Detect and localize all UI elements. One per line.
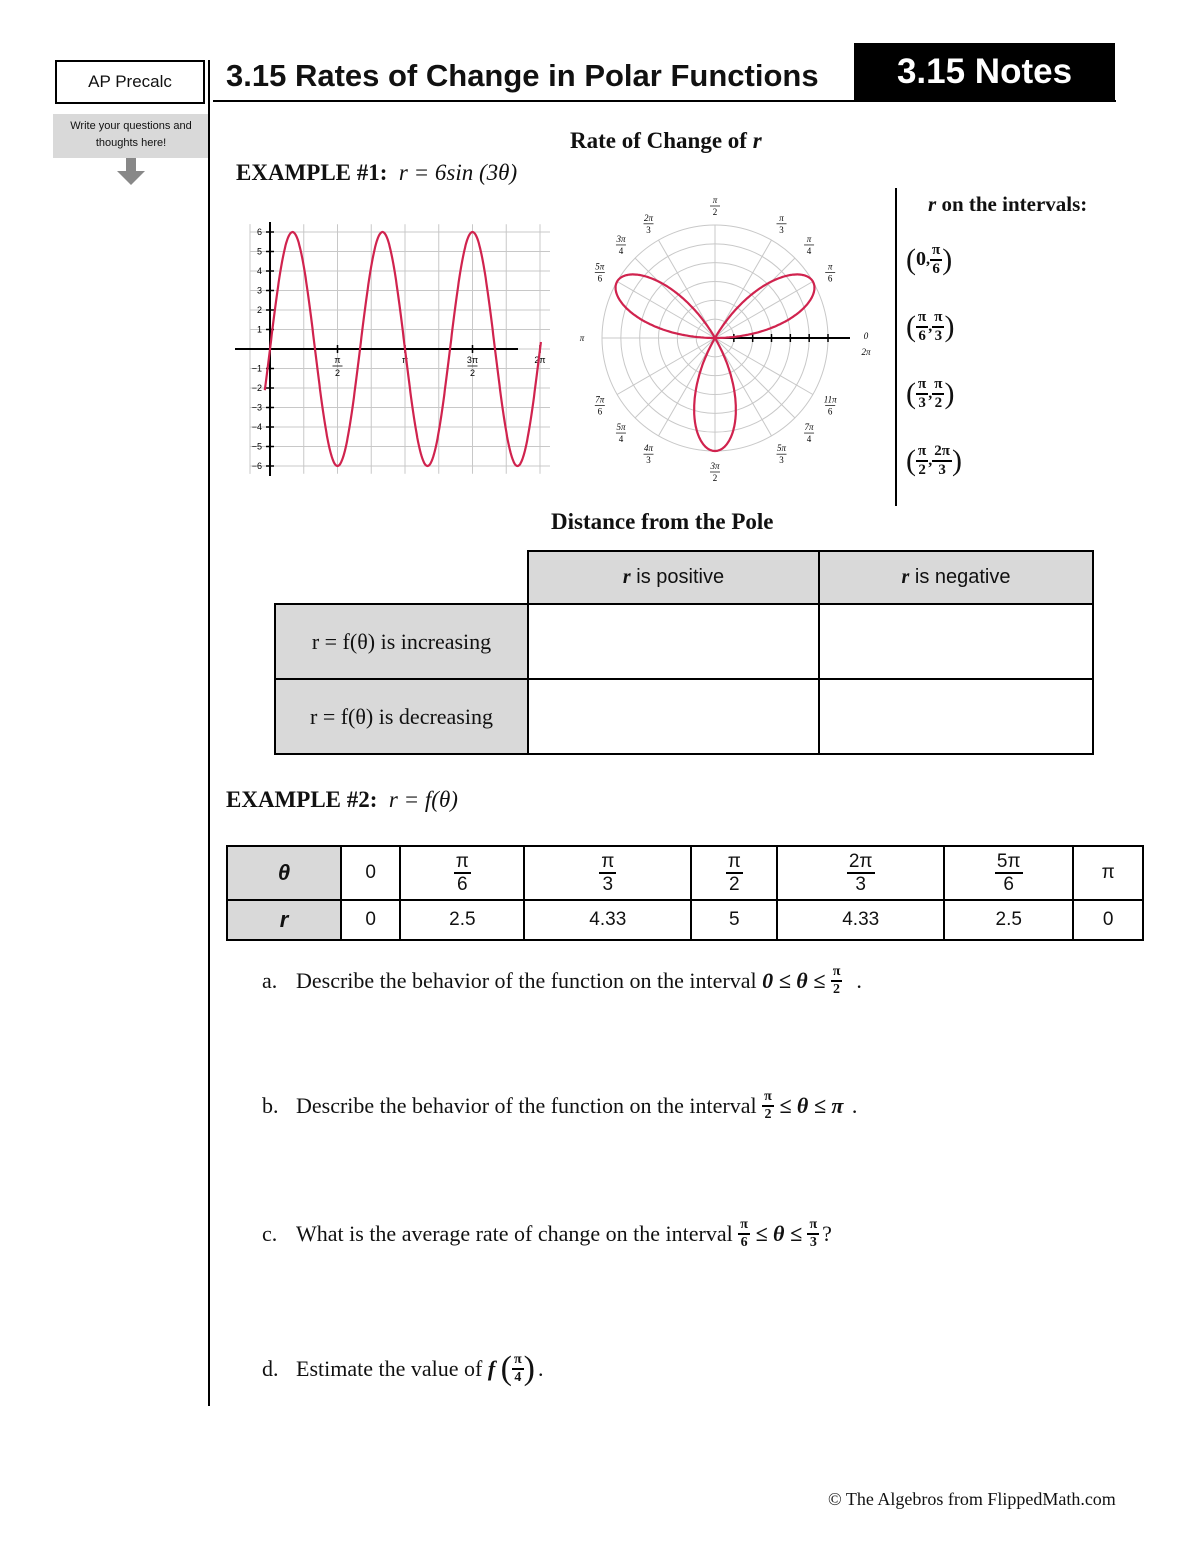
comma: , (928, 384, 933, 402)
question-end: ? (822, 1221, 832, 1246)
y-tick-label: 6 (256, 227, 262, 237)
cell-positive-increasing[interactable] (528, 604, 819, 679)
question-math: 0 ≤ θ ≤ (762, 968, 831, 993)
fraction-denominator: 2 (934, 394, 943, 411)
fraction-numerator: π (916, 377, 928, 395)
question-math: ≤ θ ≤ (749, 1221, 808, 1246)
r-value: 2.5 (944, 900, 1073, 940)
interval-list (906, 226, 1106, 494)
course-label: AP Precalc (55, 60, 205, 104)
fraction-denominator: 2 (728, 874, 740, 895)
polar-ray (635, 258, 715, 338)
x-tick-denominator: 2 (334, 368, 341, 378)
theta-value (944, 846, 1073, 900)
open-paren: ( (906, 242, 916, 276)
r-value: 2.5 (400, 900, 524, 940)
example1-heading: EXAMPLE #1: r = 6sin (3θ) (236, 160, 518, 185)
question-text: Describe the behavior of the function on the interval (296, 1093, 763, 1118)
polar-angle-label: 3π (616, 233, 626, 244)
polar-label-denominator: 3 (779, 455, 784, 466)
fraction-denominator: 6 (740, 1235, 748, 1250)
r-value: 0 (1073, 900, 1143, 940)
fraction-denominator: 6 (457, 874, 468, 895)
polar-label-denominator: 4 (806, 245, 812, 256)
polar-label-denominator: 4 (806, 434, 812, 445)
fraction-numerator: 5π (996, 851, 1021, 872)
col-header-text: is positive (630, 566, 725, 588)
x-tick-denominator: 2 (469, 368, 476, 378)
polar-label-denominator: 4 (618, 245, 624, 256)
question-fraction (807, 1218, 819, 1250)
polar-angle-label: 7π (595, 394, 605, 405)
y-tick-label: −4 (251, 422, 262, 432)
polar-angle-label: π (827, 261, 833, 272)
fraction-numerator: π (916, 310, 928, 328)
fraction-numerator: π (738, 1218, 750, 1235)
fraction-denominator: 2 (764, 1107, 772, 1122)
interval-start (916, 377, 928, 411)
col-header-text: is negative (909, 566, 1011, 588)
polar-angle-label: 2π (643, 212, 654, 223)
question-label: a. (262, 968, 278, 993)
polar-label-denominator: 3 (779, 224, 784, 235)
y-tick-label: −2 (251, 383, 262, 393)
comma: , (928, 451, 933, 469)
polar-angle-label: 5π (616, 422, 626, 433)
interval-item (906, 360, 1106, 427)
x-tick-label: 2π (534, 355, 546, 365)
comma: , (928, 317, 933, 335)
question-math: ≤ θ ≤ π (773, 1093, 849, 1118)
open-paren: ( (906, 443, 916, 477)
question-b (262, 1090, 857, 1122)
theta-fraction (847, 852, 875, 894)
polar-angle-label: 3π (710, 461, 720, 471)
question-label: b. (262, 1093, 279, 1118)
comma: , (926, 250, 930, 268)
question-d (262, 1350, 543, 1388)
x-tick-label: 3π (466, 355, 479, 365)
polar-angle-label: π (779, 212, 784, 223)
theta-fraction: 0 (365, 862, 376, 883)
row-header-increasing (275, 604, 528, 679)
fraction-numerator: π (512, 1353, 524, 1370)
r-value: 0 (341, 900, 400, 940)
polar-angle-label: 0 (863, 331, 869, 341)
notes-badge: 3.15 Notes (854, 43, 1115, 101)
close-paren: ) (951, 443, 962, 477)
interval-start: 0 (916, 248, 926, 270)
row-header-decreasing-text: r = f(θ) is decreasing (310, 703, 493, 729)
theta-value (341, 846, 400, 900)
polar-label-denominator: 4 (618, 434, 624, 445)
theta-fraction: π (1101, 862, 1115, 883)
interval-end (932, 377, 944, 411)
polar-ray (635, 338, 715, 418)
fraction-denominator: 3 (934, 327, 943, 344)
theta-fraction (995, 852, 1023, 894)
row-header-decreasing (275, 679, 528, 754)
interval-item (906, 226, 1106, 293)
fraction-numerator: π (601, 851, 615, 872)
polar-angle-label: 2π (861, 347, 871, 357)
polar-angle-label: π (712, 195, 718, 205)
theta-value (777, 846, 944, 900)
y-tick-label: 2 (256, 305, 262, 315)
theta-fraction (726, 852, 743, 894)
fraction-numerator: 2π (848, 851, 873, 872)
question-end: . (851, 1093, 858, 1118)
intervals-divider (895, 188, 897, 506)
theta-value (524, 846, 691, 900)
polar-ray (617, 338, 715, 395)
open-paren: ( (500, 1350, 512, 1387)
fraction-numerator: π (932, 377, 944, 395)
interval-end (930, 243, 942, 277)
interval-item (906, 427, 1106, 494)
question-label: d. (262, 1356, 279, 1381)
r-variable: r (901, 566, 910, 588)
y-tick-label: 5 (256, 246, 262, 257)
fraction-numerator: π (455, 851, 469, 872)
fraction-numerator: π (727, 851, 741, 872)
open-paren: ( (906, 376, 916, 410)
cell-positive-decreasing[interactable] (528, 679, 819, 754)
theta-header: θ (227, 846, 341, 900)
polar-ray (715, 258, 795, 338)
section-heading: Rate of Change of r (570, 128, 762, 153)
theta-fraction (599, 852, 616, 894)
y-tick-label: −3 (251, 402, 262, 413)
fraction-denominator: 6 (1003, 874, 1014, 895)
question-label: c. (262, 1221, 278, 1246)
fraction-denominator: 3 (938, 461, 946, 478)
polar-ray (715, 338, 813, 395)
margin-divider (208, 60, 210, 1406)
question-text: What is the average rate of change on the interval (296, 1221, 739, 1246)
close-paren: ) (944, 376, 955, 410)
r-variable: r (622, 566, 631, 588)
y-tick-label: −6 (251, 461, 262, 471)
fraction-numerator: π (762, 1090, 774, 1107)
col-header-negative (819, 551, 1093, 604)
polar-label-denominator: 2 (712, 473, 718, 483)
theta-value (691, 846, 777, 900)
fraction-numerator: 2π (932, 444, 952, 462)
fraction-numerator: π (831, 965, 843, 982)
question-c (262, 1218, 832, 1250)
r-header: r (227, 900, 341, 940)
fraction-denominator: 6 (932, 260, 940, 277)
question-end: . (537, 1356, 544, 1381)
notes-tab: Write your questions and thoughts here! (53, 114, 209, 158)
distance-table (274, 550, 1094, 755)
question-fraction (738, 1218, 750, 1250)
fraction-numerator: π (807, 1218, 819, 1235)
polar-label-denominator: 6 (827, 406, 833, 417)
interval-end (932, 444, 952, 478)
row-header-increasing-text: r = f(θ) is increasing (311, 628, 492, 654)
distance-table-title: Distance from the Pole (551, 509, 774, 534)
cartesian-graph (233, 218, 546, 480)
polar-angle-label: π (806, 233, 812, 244)
empty-corner (275, 551, 528, 604)
interval-start (916, 310, 928, 344)
fraction-denominator: 4 (514, 1370, 522, 1385)
polar-label-denominator: 3 (646, 224, 651, 235)
example2-table (226, 845, 1144, 941)
theta-value (400, 846, 524, 900)
interval-end (932, 310, 944, 344)
polar-angle-label: 4π (643, 443, 654, 454)
y-tick-label: 4 (256, 266, 262, 276)
polar-label-denominator: 6 (597, 406, 603, 417)
fraction-denominator: 2 (918, 461, 926, 478)
fraction-numerator: π (932, 310, 944, 328)
intervals-heading: r on the intervals: (928, 192, 1088, 216)
question-fraction (512, 1353, 524, 1385)
question-fraction (762, 1090, 774, 1122)
question-text: Estimate the value of (296, 1356, 488, 1381)
y-tick-label: 3 (256, 285, 262, 296)
open-paren: ( (906, 309, 916, 343)
cell-negative-decreasing[interactable] (819, 679, 1093, 754)
interval-item (906, 293, 1106, 360)
example2-heading: EXAMPLE #2: r = f(θ) (226, 787, 458, 812)
polar-graph (562, 186, 872, 496)
polar-label-denominator: 2 (712, 207, 718, 217)
polar-angle-label: 5π (776, 443, 787, 454)
question-end: . (856, 968, 862, 993)
close-paren: ) (944, 309, 955, 343)
y-tick-label: −1 (251, 363, 262, 374)
question-fraction (831, 965, 843, 997)
fraction-denominator: 6 (918, 327, 926, 344)
down-arrow-icon (115, 158, 147, 186)
polar-label-denominator: 6 (827, 273, 833, 284)
cell-negative-increasing[interactable] (819, 604, 1093, 679)
question-math (842, 968, 853, 994)
polar-label-denominator: 3 (646, 455, 651, 466)
question-text: Describe the behavior of the function on the interval (296, 968, 763, 993)
polar-angle-label: 11π (823, 394, 837, 405)
fraction-denominator: 3 (918, 394, 926, 411)
close-paren: ) (523, 1350, 535, 1387)
fraction-denominator: 3 (602, 874, 614, 895)
r-value: 4.33 (524, 900, 691, 940)
question-a (262, 965, 862, 997)
theta-fraction (454, 852, 471, 894)
col-header-positive (528, 551, 819, 604)
fraction-numerator: π (930, 243, 942, 261)
function-symbol: f (487, 1356, 501, 1381)
polar-angle-label: 5π (595, 261, 605, 272)
fraction-denominator: 3 (809, 1235, 817, 1250)
fraction-numerator: π (916, 444, 928, 462)
polar-angle-label: 7π (804, 422, 814, 433)
r-value: 4.33 (777, 900, 944, 940)
y-tick-label: 1 (256, 324, 262, 335)
fraction-denominator: 3 (855, 874, 866, 895)
page-title: 3.15 Rates of Change in Polar Functions (226, 58, 819, 93)
polar-label-denominator: 6 (597, 273, 603, 284)
fraction-denominator: 2 (833, 982, 841, 997)
x-tick-label: π (334, 355, 341, 365)
theta-value (1073, 846, 1143, 900)
footer-copyright: © The Algebros from FlippedMath.com (828, 1489, 1116, 1509)
polar-angle-label: π (579, 333, 585, 343)
r-value: 5 (691, 900, 777, 940)
close-paren: ) (942, 242, 953, 276)
interval-start (916, 444, 928, 478)
y-tick-label: −5 (251, 441, 262, 452)
polar-ray (715, 338, 795, 418)
x-tick-label: π (401, 355, 409, 365)
